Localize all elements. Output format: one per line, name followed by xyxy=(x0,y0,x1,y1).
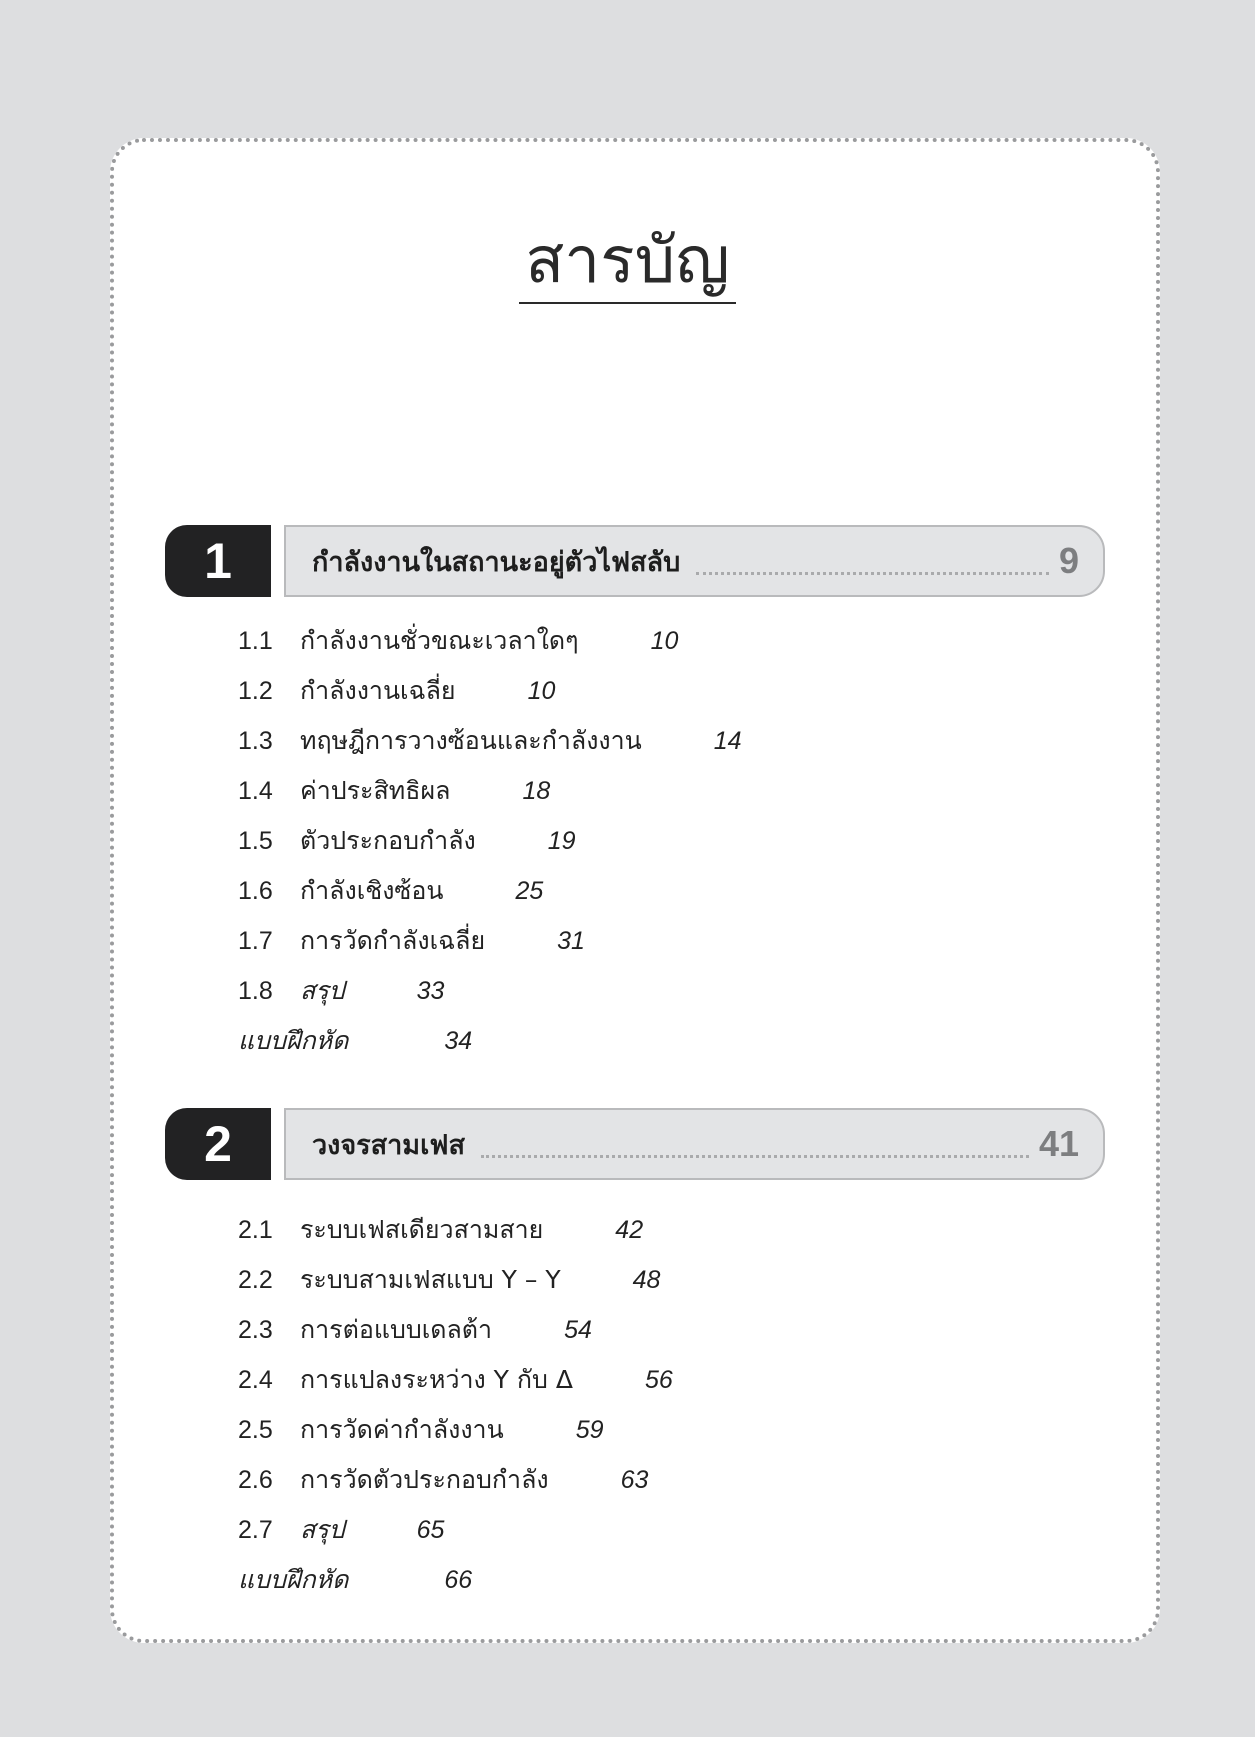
section-page: 48 xyxy=(632,1266,661,1294)
section-title: ระบบสามเฟสแบบ Y – Y xyxy=(300,1265,561,1294)
section-number: 2.1 xyxy=(238,1216,273,1244)
toc-row[interactable] xyxy=(238,1305,673,1355)
section-number: 2.6 xyxy=(238,1466,273,1494)
chapter-title: วงจรสามเฟส xyxy=(312,1129,465,1161)
section-number: 1.6 xyxy=(238,877,273,905)
section-title: การแปลงระหว่าง Y กับ Δ xyxy=(300,1365,573,1394)
toc-row[interactable] xyxy=(238,866,742,916)
toc-row[interactable] xyxy=(238,1405,673,1455)
section-page: 54 xyxy=(564,1316,592,1344)
section-page: 18 xyxy=(522,777,551,805)
section-title: ตัวประกอบกำลัง xyxy=(300,826,476,855)
exercise-row[interactable] xyxy=(238,1555,673,1605)
section-title: ค่าประสิทธิผล xyxy=(300,776,451,805)
section-page: 19 xyxy=(547,827,576,855)
section-title: กำลังเชิงซ้อน xyxy=(300,876,444,905)
section-title: การวัดตัวประกอบกำลัง xyxy=(300,1465,549,1494)
section-page: 59 xyxy=(575,1416,604,1444)
page-title: สารบัญ xyxy=(519,222,736,304)
exercise-page: 34 xyxy=(444,1027,473,1055)
section-page: 10 xyxy=(650,627,679,655)
section-page: 63 xyxy=(620,1466,649,1494)
section-title: การวัดกำลังเฉลี่ย xyxy=(300,926,486,955)
toc-row[interactable] xyxy=(238,766,742,816)
section-page: 42 xyxy=(615,1216,644,1244)
dot-leader xyxy=(696,572,1049,575)
toc-row[interactable] xyxy=(238,716,742,766)
section-title: ทฤษฎีการวางซ้อนและกำลังงาน xyxy=(300,726,642,755)
toc-row[interactable] xyxy=(238,916,742,966)
section-page: 65 xyxy=(416,1516,445,1544)
section-page: 10 xyxy=(527,677,556,705)
section-title: การวัดค่ากำลังงาน xyxy=(300,1415,504,1444)
toc-row[interactable] xyxy=(238,1505,673,1555)
section-page: 31 xyxy=(557,927,585,955)
chapter-title-bar xyxy=(284,525,1105,597)
section-number: 2.5 xyxy=(238,1416,273,1444)
section-number: 2.4 xyxy=(238,1366,273,1394)
section-number: 1.3 xyxy=(238,727,273,755)
toc-row[interactable] xyxy=(238,1355,673,1405)
chapter-page-number: 41 xyxy=(1038,1123,1079,1164)
section-title: สรุป xyxy=(300,976,345,1005)
exercise-row[interactable] xyxy=(238,1016,742,1066)
toc-row[interactable] xyxy=(238,666,742,716)
toc-row[interactable] xyxy=(238,966,742,1016)
section-number: 1.2 xyxy=(238,677,273,705)
dot-leader xyxy=(481,1155,1029,1158)
exercise-title: แบบฝึกหัด xyxy=(238,1565,349,1594)
section-list xyxy=(238,1205,673,1605)
section-title: กำลังงานชั่วขณะเวลาใดๆ xyxy=(300,626,579,655)
section-title: กำลังงานเฉลี่ย xyxy=(300,676,456,705)
chapter-number-badge: 1 xyxy=(165,525,271,597)
section-page: 56 xyxy=(644,1366,673,1394)
toc-row[interactable] xyxy=(238,1205,673,1255)
section-number: 1.1 xyxy=(238,627,273,655)
chapter-title-bar xyxy=(284,1108,1105,1180)
section-title: การต่อแบบเดลต้า xyxy=(300,1315,493,1344)
exercise-page: 66 xyxy=(444,1566,473,1594)
section-number: 1.4 xyxy=(238,777,273,805)
toc-row[interactable] xyxy=(238,1255,673,1305)
section-page: 25 xyxy=(515,877,544,905)
toc-row[interactable] xyxy=(238,816,742,866)
section-number: 2.2 xyxy=(238,1266,273,1294)
chapter-header[interactable] xyxy=(165,1108,1105,1180)
section-list xyxy=(238,616,742,1066)
chapter-number-badge: 2 xyxy=(165,1108,271,1180)
section-number: 2.3 xyxy=(238,1316,273,1344)
toc-row[interactable] xyxy=(238,1455,673,1505)
section-title: ระบบเฟสเดียวสามสาย xyxy=(300,1215,544,1244)
section-number: 1.5 xyxy=(238,827,273,855)
toc-row[interactable] xyxy=(238,616,742,666)
page-title-wrap xyxy=(0,222,1255,304)
section-number: 1.8 xyxy=(238,977,273,1005)
section-number: 2.7 xyxy=(238,1516,273,1544)
chapter-header[interactable] xyxy=(165,525,1105,597)
section-page: 33 xyxy=(416,977,445,1005)
chapter-title: กำลังงานในสถานะอยู่ตัวไฟสลับ xyxy=(312,546,681,578)
section-title: สรุป xyxy=(300,1515,345,1544)
section-number: 1.7 xyxy=(238,927,273,955)
chapter-page-number: 9 xyxy=(1058,540,1079,581)
section-page: 14 xyxy=(713,727,742,755)
exercise-title: แบบฝึกหัด xyxy=(238,1026,349,1055)
